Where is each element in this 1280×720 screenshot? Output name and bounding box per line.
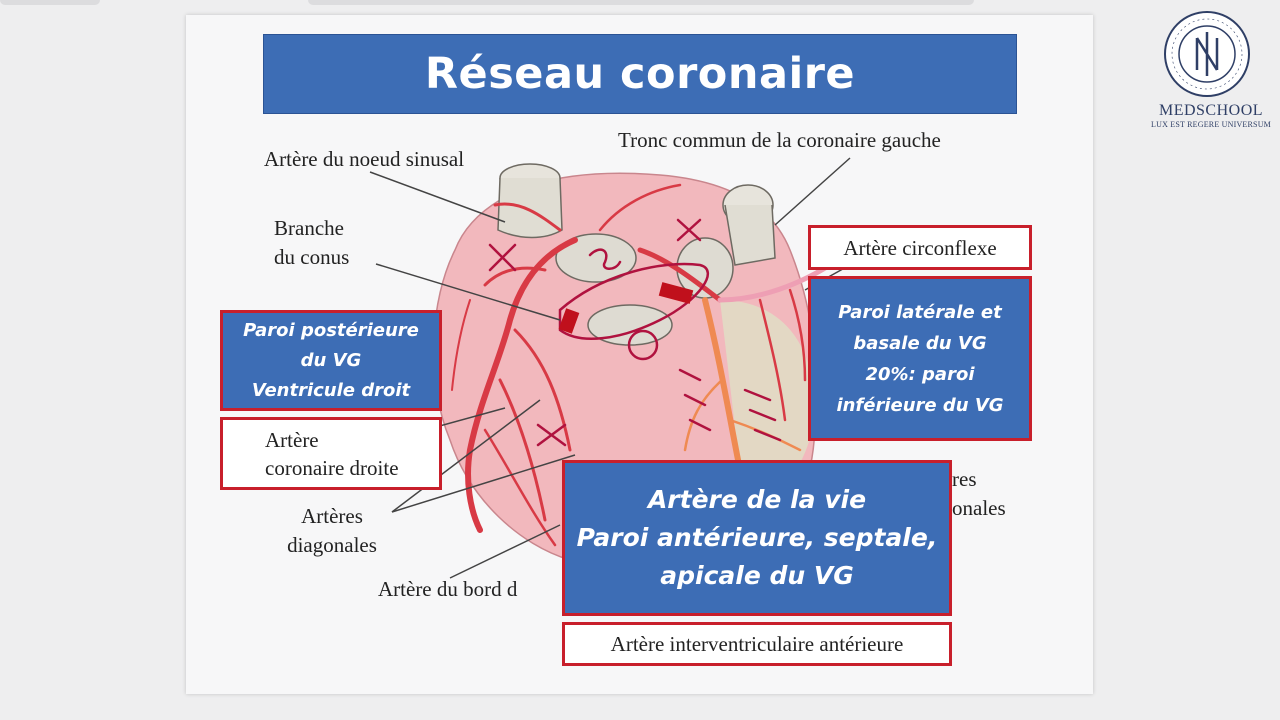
box-artere-de-la-vie [562,460,952,616]
label-diagonales-line1: Artères [301,504,363,528]
logo-name: MEDSCHOOL [1158,102,1264,119]
label-coronaire-droite-line2: coronaire droite [265,456,399,480]
box-laterale-line1: Paroi latérale et [838,301,1002,323]
label-partial-right-1: res [952,467,977,491]
box-coronaire-droite [220,417,442,490]
box-paroi-posterieure [220,310,442,411]
label-coronaire-droite-line1: Artère [265,428,319,452]
slide-title: Réseau coronaire [424,49,856,99]
label-interventriculaire: Artère interventriculaire antérieure [610,632,904,656]
leader-bord-droit [450,525,560,578]
aorta-trunk [498,178,562,238]
logo-caption [1148,102,1274,129]
label-noeud-sinusal: Artère du noeud sinusal [264,147,465,171]
label-diagonales-line2: diagonales [287,533,377,557]
label-circonflexe: Artère circonflexe [843,235,997,260]
box-vie-line1: Artère de la vie [647,485,867,514]
box-posterieure-line1: Paroi postérieure [243,319,419,341]
box-circonflexe [808,225,1032,270]
box-vie-line3: apicale du VG [660,561,854,590]
label-branche-conus-line2: du conus [274,245,350,269]
slide-title-bar [263,34,1017,114]
label-tronc-commun: Tronc commun de la coronaire gauche [618,128,941,152]
box-posterieure-line2: du VG [300,349,362,371]
leader-tronc-commun [775,158,850,225]
label-branche-conus-line1: Branche [274,216,344,240]
box-laterale-line4: inférieure du VG [836,394,1004,416]
box-paroi-laterale [808,276,1032,441]
box-laterale-line3: 20%: paroi [865,363,975,385]
label-partial-right-2: onales [952,496,1006,520]
leader-noeud-sinusal [370,172,505,222]
label-bord-droit: Artère du bord d [378,577,518,601]
box-posterieure-line3: Ventricule droit [251,379,411,401]
logo-motto: LUX EST REGERE UNIVERSUM [1151,120,1271,129]
box-interventriculaire [562,622,952,666]
box-laterale-line2: basale du VG [853,332,987,354]
box-vie-line2: Paroi antérieure, septale, [576,523,938,552]
